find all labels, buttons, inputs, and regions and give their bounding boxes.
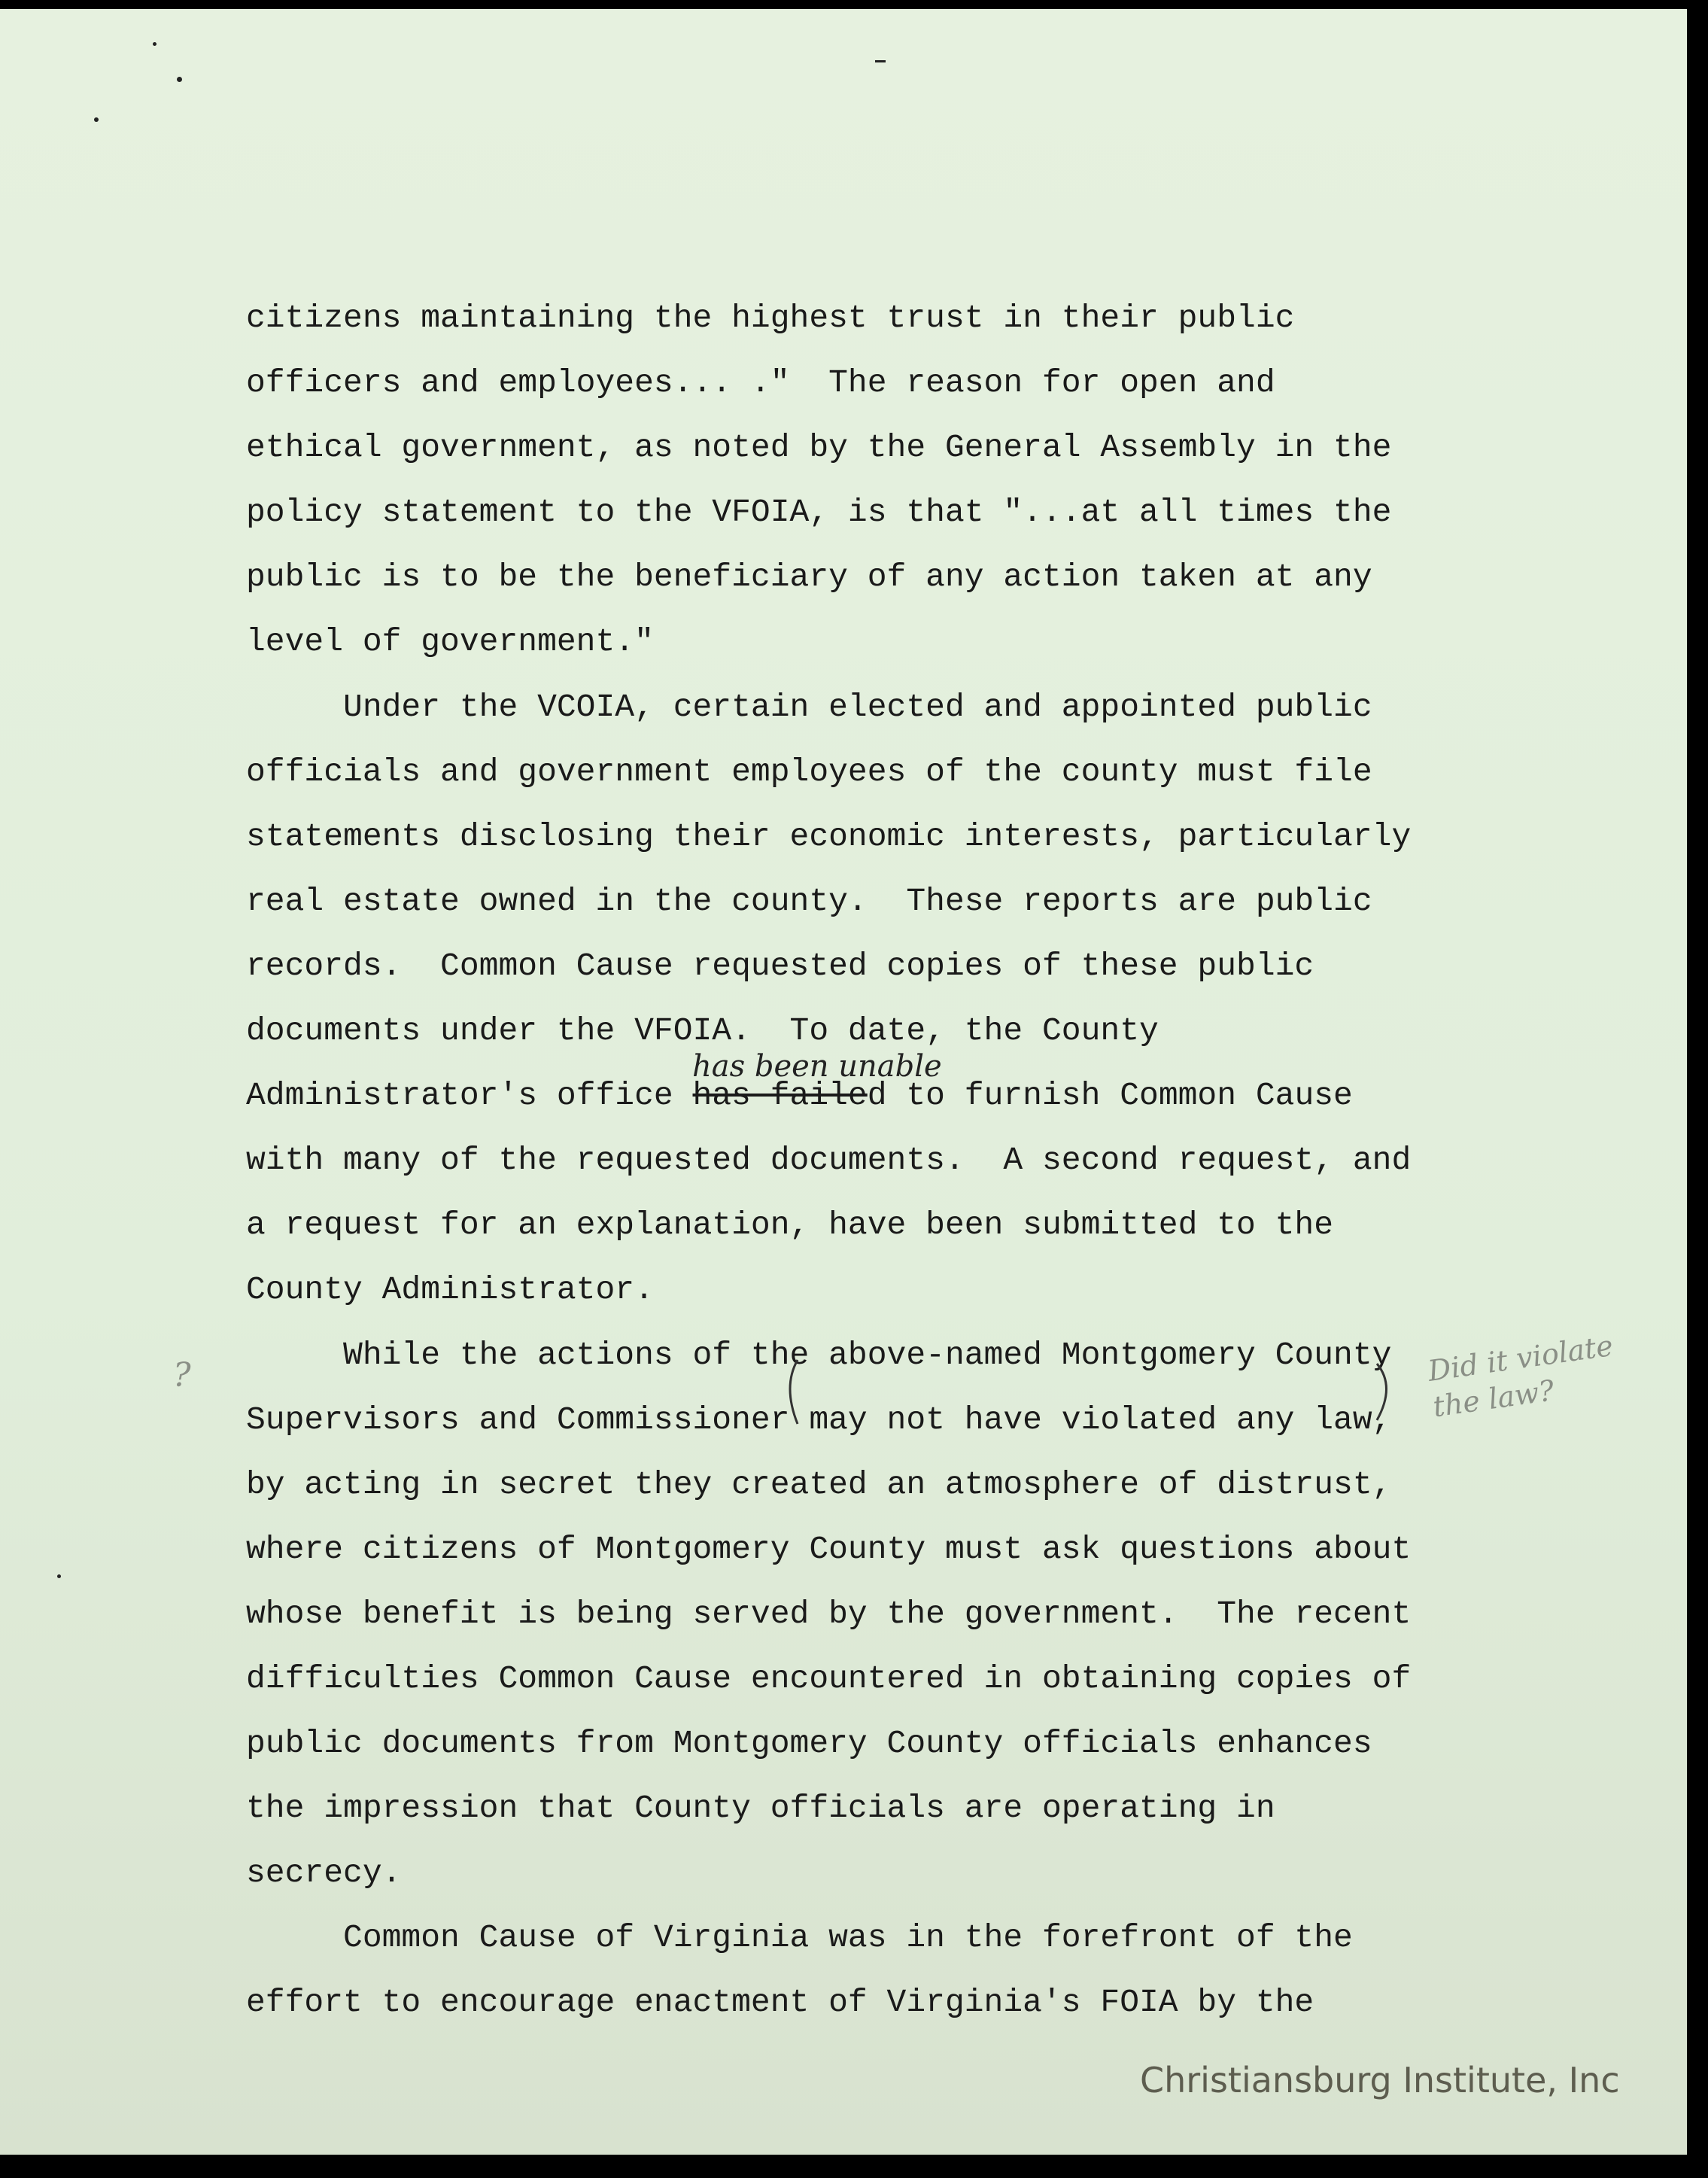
- text-line: County Administrator.: [246, 1271, 654, 1309]
- speck: [57, 1574, 61, 1578]
- text-line: officers and employees... ." The reason for open and: [246, 364, 1275, 402]
- text-line: public documents from Montgomery County officials enhances: [246, 1725, 1372, 1763]
- text-line: real estate owned in the county. These reports are public: [246, 882, 1372, 920]
- text-line: secrecy.: [246, 1854, 402, 1892]
- text-line: difficulties Common Cause encountered in obtaining copies of: [246, 1659, 1412, 1697]
- margin-question-mark: ?: [173, 1356, 191, 1395]
- watermark: Christiansburg Institute, Inc: [1140, 2060, 1620, 2100]
- text-line: effort to encourage enactment of Virginia's FOIA by the: [246, 1984, 1314, 2021]
- text-line: Supervisors and Commissioner may not have violated any law,: [246, 1401, 1392, 1438]
- text-line: documents under the VFOIA. To date, the County: [246, 1012, 1159, 1050]
- text-line: records. Common Cause requested copies of these public: [246, 947, 1314, 984]
- text-line: statements disclosing their economic interests, particularly: [246, 817, 1412, 855]
- speck: [177, 77, 182, 82]
- text-line: public is to be the beneficiary of any action taken at any: [246, 558, 1372, 596]
- speck: [153, 42, 157, 46]
- text-line: whose benefit is being served by the government. The recent: [246, 1595, 1412, 1632]
- text-line: by acting in secret they created an atmosphere of distrust,: [246, 1465, 1392, 1503]
- text-line: where citizens of Montgomery County must ask questions about: [246, 1530, 1412, 1568]
- text-line: Common Cause of Virginia was in the forefront of the: [246, 1919, 1353, 1957]
- margin-note: Did it violate the law?: [1426, 1328, 1615, 1424]
- text-line: with many of the requested documents. A second request, and: [246, 1142, 1412, 1179]
- text-segment: d to furnish Common Cause: [867, 1077, 1353, 1115]
- text-line: officials and government employees of the county must file: [246, 753, 1372, 790]
- struck-text: has faile: [692, 1077, 868, 1115]
- text-line: the impression that County officials are operating in: [246, 1790, 1275, 1827]
- text-line: policy statement to the VFOIA, is that "...at all times the: [246, 494, 1392, 531]
- body-text: [246, 286, 1411, 2036]
- text-segment: Administrator's office: [246, 1077, 693, 1115]
- text-line: While the actions of the above-named Montgomery County: [246, 1336, 1392, 1373]
- text-line: a request for an explanation, have been submitted to the: [246, 1206, 1334, 1244]
- text-line: level of government.": [246, 623, 654, 661]
- document-page: [0, 9, 1687, 2155]
- speck: [94, 117, 99, 122]
- text-line: citizens maintaining the highest trust in their public: [246, 300, 1295, 336]
- pencil-brackets: [783, 1349, 1430, 1439]
- handwritten-insertion: has been unable: [692, 1049, 942, 1084]
- text-line: ethical government, as noted by the General Assembly in the: [246, 429, 1392, 467]
- text-line: Under the VCOIA, certain elected and appointed public: [246, 688, 1372, 725]
- speck: [875, 60, 886, 62]
